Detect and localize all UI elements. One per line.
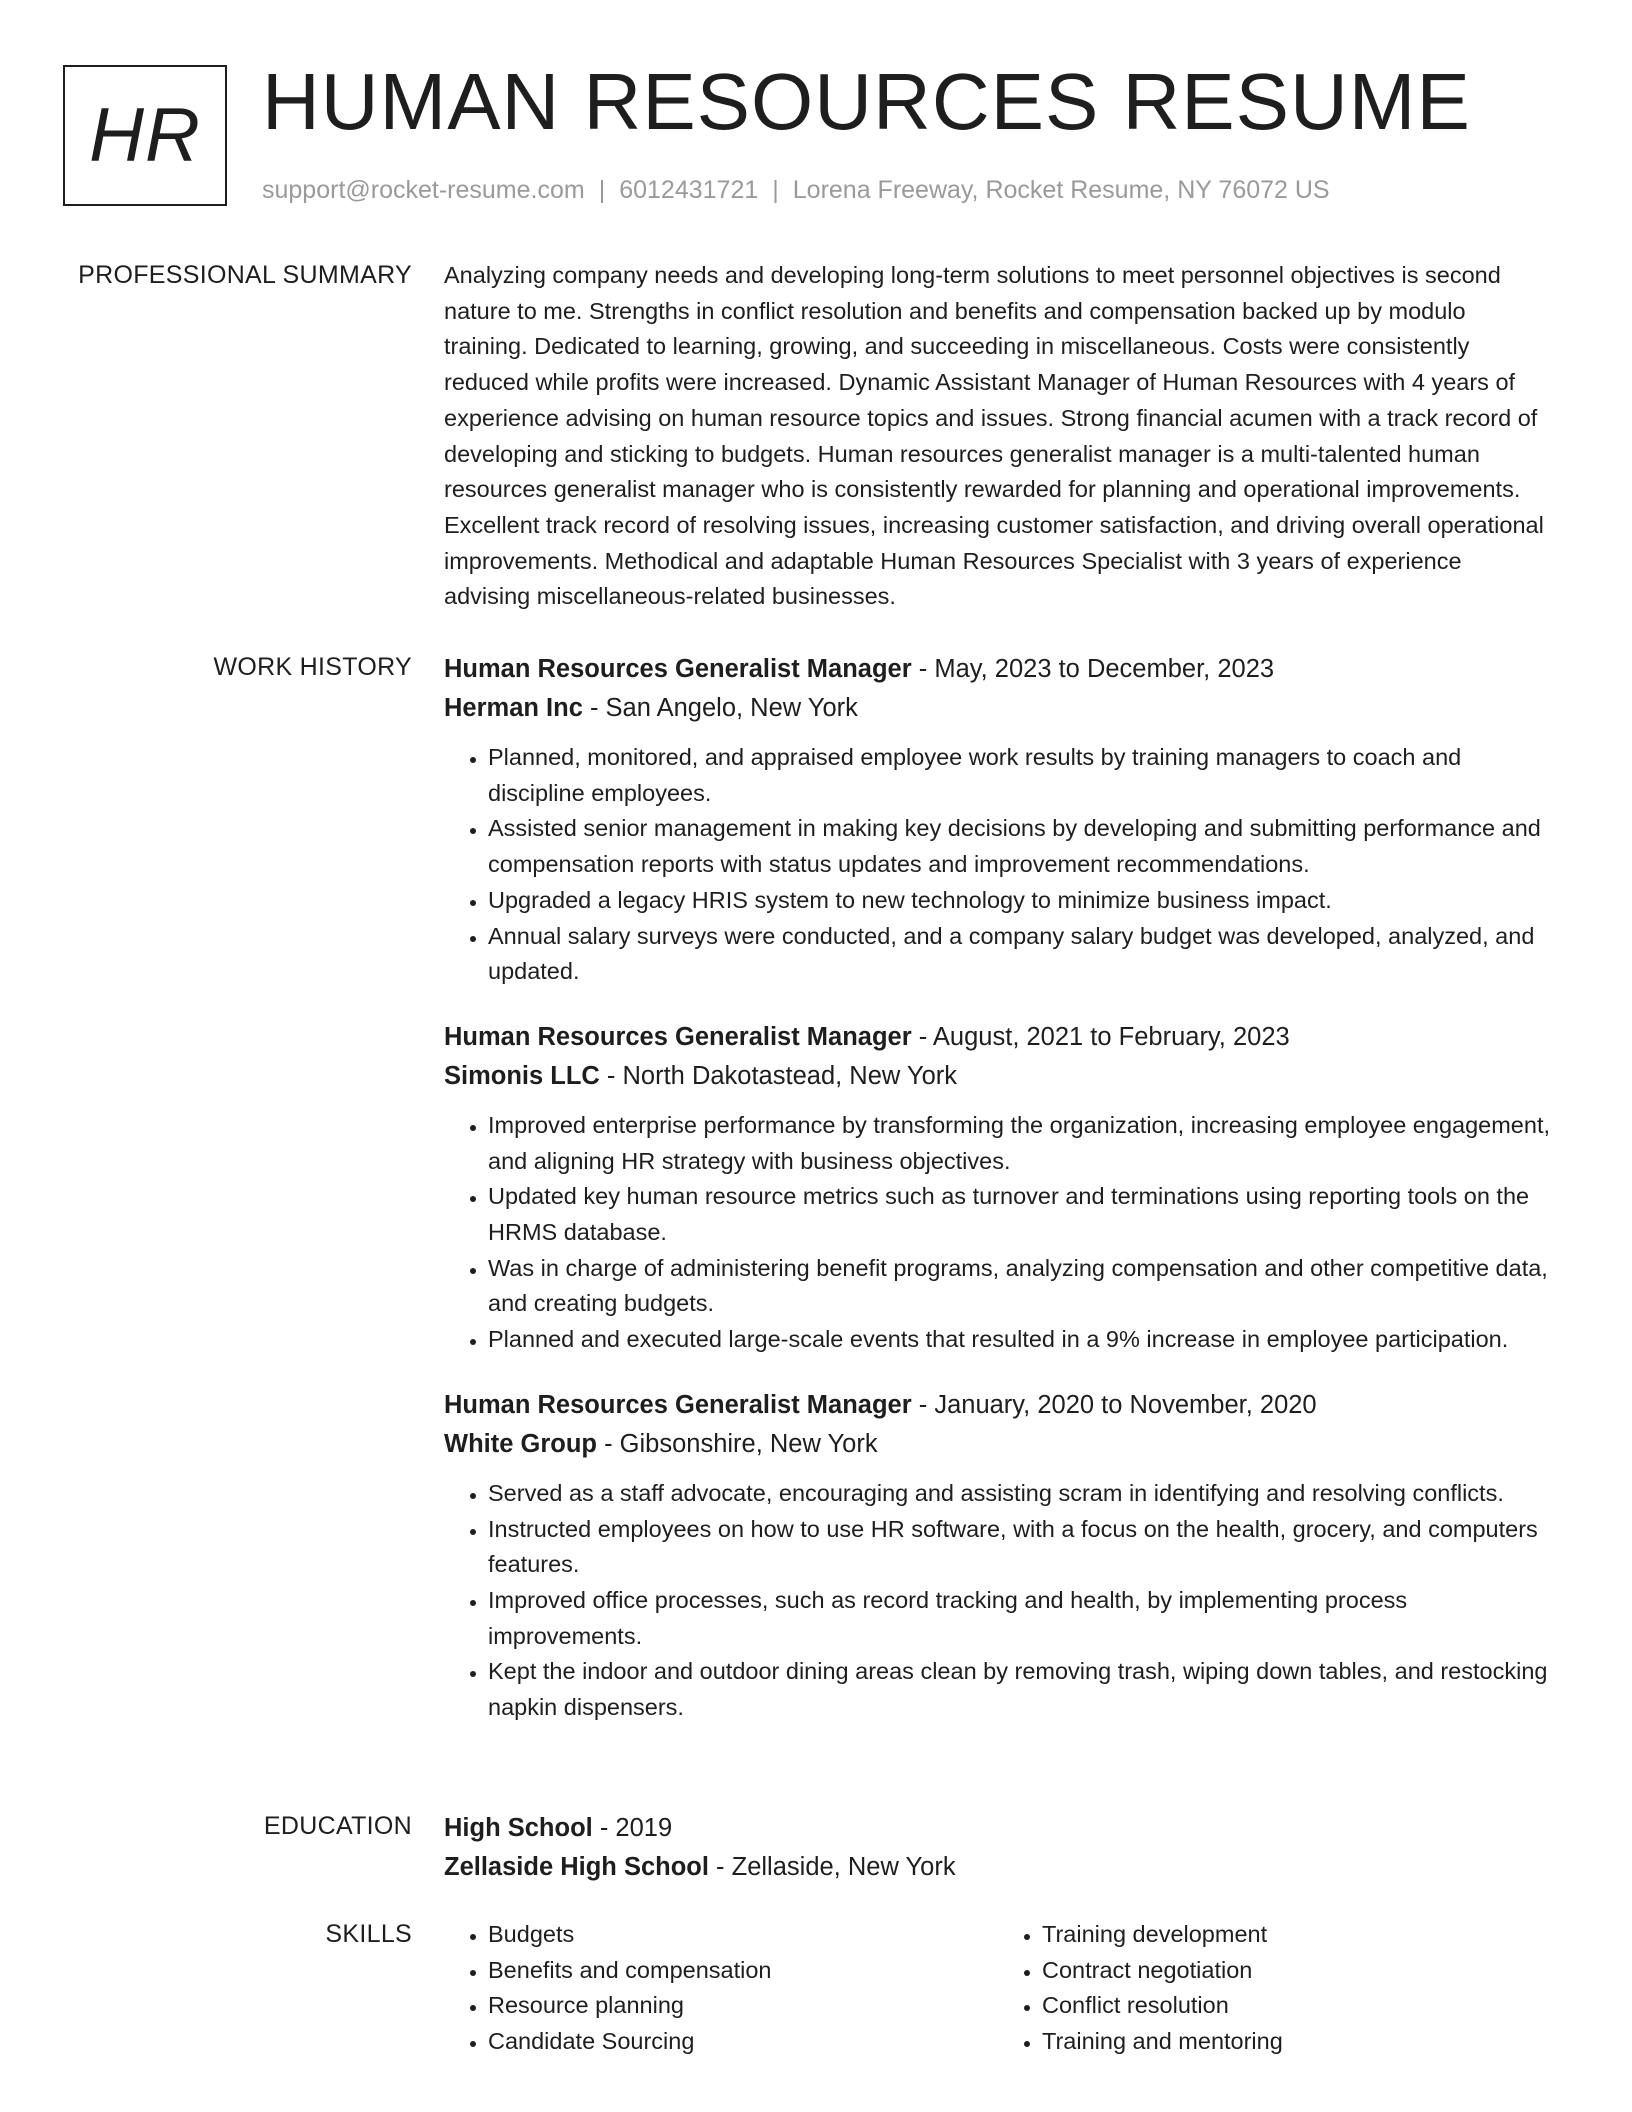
job-bullet: • Served as a staff advocate, encouraging and assisting scram in identifying and resolving conflicts. [488, 1476, 1552, 1512]
section-label-education: EDUCATION [263, 1812, 412, 1840]
job-bullet: • Planned and executed large-scale events that resulted in a 9% increase in employee participation. [488, 1322, 1552, 1358]
job-bullet: • Improved enterprise performance by transforming the organization, increasing employee engagement, and aligning HR strategy with business objectives. [488, 1108, 1552, 1179]
job-bullet: • Upgraded a legacy HRIS system to new technology to minimize business impact. [488, 883, 1552, 919]
job-entry [444, 1018, 1552, 1358]
education-degree-line [444, 1809, 1552, 1848]
section-label-work-history: WORK HISTORY [213, 653, 412, 681]
section-label-skills: SKILLS [325, 1920, 412, 1948]
job-title: Human Resources Generalist Manager [444, 1022, 912, 1051]
contact-email[interactable]: support@rocket-resume.com [262, 176, 585, 204]
resume-title: HUMAN RESOURCES RESUME [262, 57, 1471, 146]
job-bullet: • Was in charge of administering benefit programs, analyzing compensation and other competitive data, and creating budgets. [488, 1251, 1552, 1322]
contact-address: Lorena Freeway, Rocket Resume, NY 76072 US [792, 176, 1330, 204]
job-entry [444, 650, 1552, 990]
job-company: Simonis LLC [444, 1061, 600, 1090]
job-company: Herman Inc [444, 694, 583, 722]
work-history-section [0, 650, 1632, 1754]
monogram-initials: HR [89, 93, 201, 178]
job-title-line [444, 1018, 1552, 1057]
summary-text: Analyzing company needs and developing long-term solutions to meet personnel objectives is second nature to me. Strengths in conflict resolution and benefits and compensation backed up by modulo training. Dedicated to learning, growing, and succeeding in miscellaneous. Costs were consistently reduced while profits were increased. Dynamic Assistant Manager of Human Resources with 4 years of experience advising on human resource topics and issues. Strong financial acumen with a track record of developing and sticking to budgets. Human resources generalist manager is a multi-talented human resources generalist manager who is consistently rewarded for planning and operational improvements. Excellent track record of resolving issues, increasing customer satisfaction, and driving overall operational improvements. Methodical and adaptable Human Resources Specialist with 3 years of experience advising miscellaneous-related businesses. [444, 262, 1544, 610]
skills-list-left [444, 1917, 998, 2060]
skill-item: • Candidate Sourcing [488, 2024, 998, 2060]
monogram-box [63, 65, 227, 206]
job-dates: - January, 2020 to November, 2020 [911, 1390, 1317, 1419]
skills-body [444, 1917, 1552, 2060]
summary-body [444, 258, 1552, 615]
job-location: - San Angelo, New York [582, 694, 858, 722]
skill-item: • Training and mentoring [1042, 2024, 1552, 2060]
skill-item: • Benefits and compensation [488, 1953, 998, 1989]
work-history-body [444, 650, 1552, 1754]
summary-section [0, 258, 1632, 615]
job-company: White Group [444, 1429, 597, 1458]
job-bullets [444, 740, 1552, 990]
education-section [0, 1809, 1632, 1887]
skill-item: • Resource planning [488, 1988, 998, 2024]
education-school-line [444, 1848, 1552, 1887]
job-bullet: • Kept the indoor and outdoor dining areas clean by removing trash, wiping down tables, and restocking napkin dispensers. [488, 1654, 1552, 1725]
skill-item: • Training development [1042, 1917, 1552, 1953]
job-title-line [444, 1386, 1552, 1425]
job-bullets [444, 1108, 1552, 1358]
education-degree: High School [444, 1814, 593, 1842]
job-title: Human Resources Generalist Manager [444, 655, 912, 683]
education-location: - Zellaside, New York [708, 1853, 956, 1881]
skill-item: • Budgets [488, 1917, 998, 1953]
education-body [444, 1809, 1552, 1887]
job-bullet: • Improved office processes, such as record tracking and health, by implementing process improvements. [488, 1583, 1552, 1654]
section-label-summary: PROFESSIONAL SUMMARY [78, 261, 412, 289]
job-bullet: • Instructed employees on how to use HR software, with a focus on the health, grocery, and computers features. [488, 1512, 1552, 1583]
job-location: - Gibsonshire, New York [596, 1429, 878, 1458]
skill-item: • Contract negotiation [1042, 1953, 1552, 1989]
job-entry [444, 1386, 1552, 1726]
job-location: - North Dakotastead, New York [599, 1061, 958, 1090]
skill-item: • Conflict resolution [1042, 1988, 1552, 2024]
job-company-line [444, 1057, 1552, 1096]
job-dates: - August, 2021 to February, 2023 [911, 1022, 1290, 1051]
job-bullets [444, 1476, 1552, 1726]
contact-separator: | [598, 176, 606, 204]
job-company-line [444, 1425, 1552, 1464]
job-bullet: • Annual salary surveys were conducted, and a company salary budget was developed, analyzed, and updated. [488, 919, 1552, 990]
contact-phone[interactable]: 6012431721 [619, 176, 759, 204]
contact-separator: | [772, 176, 779, 204]
contact-line [262, 174, 1330, 206]
skills-list-right [998, 1917, 1552, 2060]
education-year: - 2019 [592, 1814, 673, 1842]
education-school: Zellaside High School [444, 1853, 709, 1881]
job-company-line [444, 689, 1552, 728]
job-bullet: • Assisted senior management in making key decisions by developing and submitting performance and compensation reports with status updates and improvement recommendations. [488, 811, 1552, 882]
job-bullet: • Planned, monitored, and appraised employee work results by training managers to coach and discipline employees. [488, 740, 1552, 811]
job-title: Human Resources Generalist Manager [444, 1390, 912, 1419]
skills-columns [444, 1917, 1552, 2060]
skills-section [0, 1917, 1632, 2060]
job-bullet: • Updated key human resource metrics such as turnover and terminations using reporting tools on the HRMS database. [488, 1179, 1552, 1250]
job-dates: - May, 2023 to December, 2023 [911, 655, 1275, 683]
job-title-line [444, 650, 1552, 689]
